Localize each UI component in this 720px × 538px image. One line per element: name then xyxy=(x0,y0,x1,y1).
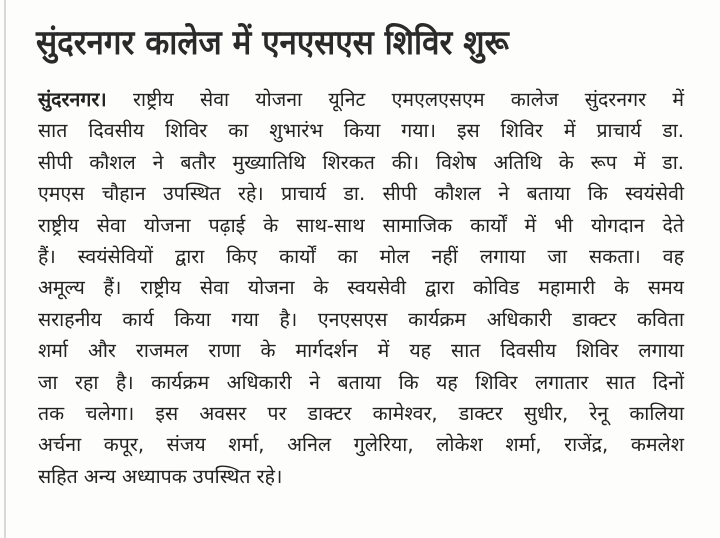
headline: सुंदरनगर कालेज में एनएसएस शिविर शुरू xyxy=(36,23,509,63)
body-line: तक चलेगा। इस अवसर पर डाक्टर कामेश्वर, डाक्टर सुधीर, रेनू कालिया xyxy=(38,401,684,425)
body-line: सराहनीय कार्य किया गया है। एनएसएस कार्यक्रम अधिकारी डाक्टर कविता xyxy=(38,307,684,331)
dateline: सुंदरनगर। xyxy=(38,88,107,111)
body-line: एमएस चौहान उपस्थित रहे। प्राचार्य डा. सीपी कौशल ने बताया कि स्वयंसेवी xyxy=(38,182,684,206)
body-line: सहित अन्य अध्यापक उपस्थित रहे। xyxy=(38,464,283,488)
body-line-text: राष्ट्रीय सेवा योजना यूनिट एमएलएसएम कालेज सुंदरनगर में xyxy=(106,88,684,111)
column-divider xyxy=(4,0,6,538)
body-line: अमूल्य हैं। राष्ट्रीय सेवा योजना के स्वयसेवी द्वारा कोविड महामारी के समय xyxy=(38,276,684,300)
body-line: सात दिवसीय शिविर का शुभारंभ किया गया। इस शिविर में प्राचार्य डा. xyxy=(38,119,684,143)
body-line: हैं। स्वयंसेवियों द्वारा किए कार्यों का मोल नहीं लगाया जा सकता। वह xyxy=(38,244,684,268)
body-line: शर्मा और राजमल राणा के मार्गदर्शन में यह सात दिवसीय शिविर लगाया xyxy=(38,339,684,363)
body-line xyxy=(38,84,684,115)
body-line: अर्चना कपूर, संजय शर्मा, अनिल गुलेरिया, लोकेश शर्मा, राजेंद्र, कमलेश xyxy=(38,433,684,457)
body-line: सीपी कौशल ने बतौर मुख्यातिथि शिरकत की। विशेष अतिथि के रूप में डा. xyxy=(38,150,684,174)
body-line: राष्ट्रीय सेवा योजना पढ़ाई के साथ-साथ सामाजिक कार्यों में भी योगदान देते xyxy=(38,213,684,237)
article-body xyxy=(38,84,684,492)
body-line: जा रहा है। कार्यक्रम अधिकारी ने बताया कि यह शिविर लगातार सात दिनों xyxy=(38,370,684,394)
